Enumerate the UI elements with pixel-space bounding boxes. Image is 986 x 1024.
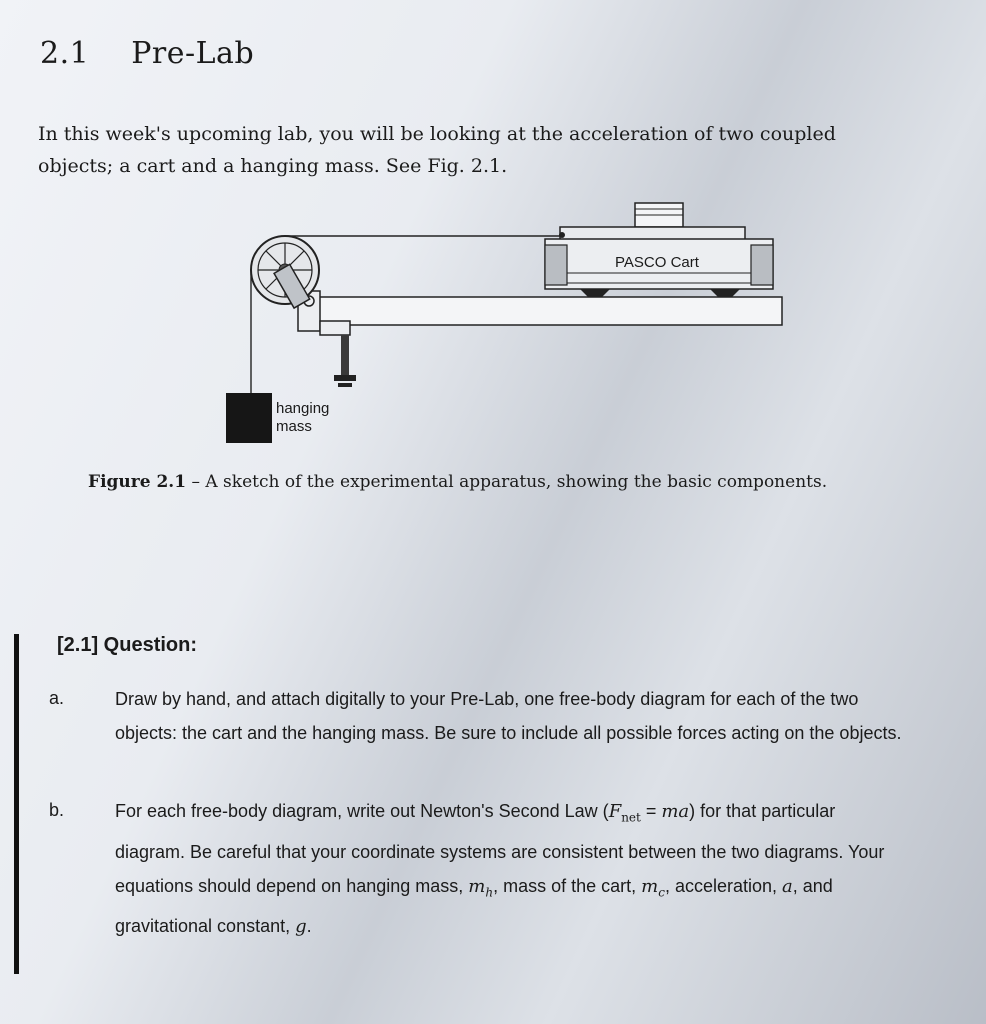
- caption-label: Figure 2.1: [88, 472, 187, 492]
- section-heading: [40, 36, 254, 71]
- equals-sign: =: [640, 801, 662, 821]
- q-b-part3: , mass of the cart,: [493, 875, 642, 896]
- question-box: [14, 634, 919, 974]
- caption-dash: –: [191, 472, 200, 492]
- mass-label-line1: hanging: [276, 400, 330, 417]
- mass-label-line2: mass: [276, 418, 312, 435]
- q-b-part4: , acceleration,: [664, 875, 783, 896]
- question-text-b: [115, 794, 905, 944]
- section-number: 2.1: [40, 36, 90, 71]
- mc-subscript: c: [658, 885, 665, 900]
- section-title: Pre-Lab: [131, 36, 255, 71]
- pasco-cart: [545, 203, 773, 297]
- q-b-part6: .: [306, 916, 312, 937]
- g-symbol: g: [295, 916, 307, 938]
- clamp-screw: [341, 335, 349, 375]
- table-clamp: [320, 321, 350, 335]
- figure-caption: [88, 468, 858, 496]
- q-b-part1: For each free-body diagram, write out Newton's Second Law (: [115, 801, 609, 821]
- clamp-screw-foot: [334, 375, 356, 381]
- fnet-subscript: net: [621, 810, 641, 825]
- question-heading: [2.1] Question:: [57, 634, 198, 656]
- question-text-a: Draw by hand, and attach digitally to your Pre-Lab, one free-body diagram for each of the two objects: the cart and the hanging mass. Be sure to include all possible forces acting on the objects.: [115, 689, 902, 743]
- q-b-part5: , and gravitational constant,: [115, 875, 833, 937]
- q-b-part2: ) for that particular diagram. Be careful that your coordinate systems are consistent between the two diagrams. Your equations should depend on hanging mass,: [115, 801, 885, 896]
- question-letter-a: a.: [49, 688, 65, 708]
- apparatus-figure: [210, 195, 810, 455]
- mh-subscript: h: [485, 885, 494, 900]
- intro-paragraph: In this week's upcoming lab, you will be looking at the acceleration of two coupled objects; a cart and a hanging mass. See Fig. 2.1.: [38, 123, 836, 177]
- caption-text: A sketch of the experimental apparatus, showing the basic components.: [205, 472, 828, 492]
- hanging-mass: [226, 393, 272, 443]
- mc-symbol: m: [641, 875, 659, 897]
- ma-symbol: ma: [661, 801, 690, 822]
- fnet-symbol: F: [608, 801, 622, 822]
- cart-label: PASCO Cart: [615, 254, 699, 271]
- clamp-screw-foot-2: [338, 383, 352, 387]
- track: [300, 297, 782, 325]
- a-symbol: a: [782, 875, 793, 897]
- mh-symbol: m: [468, 875, 486, 897]
- question-letter-b: b.: [49, 800, 65, 820]
